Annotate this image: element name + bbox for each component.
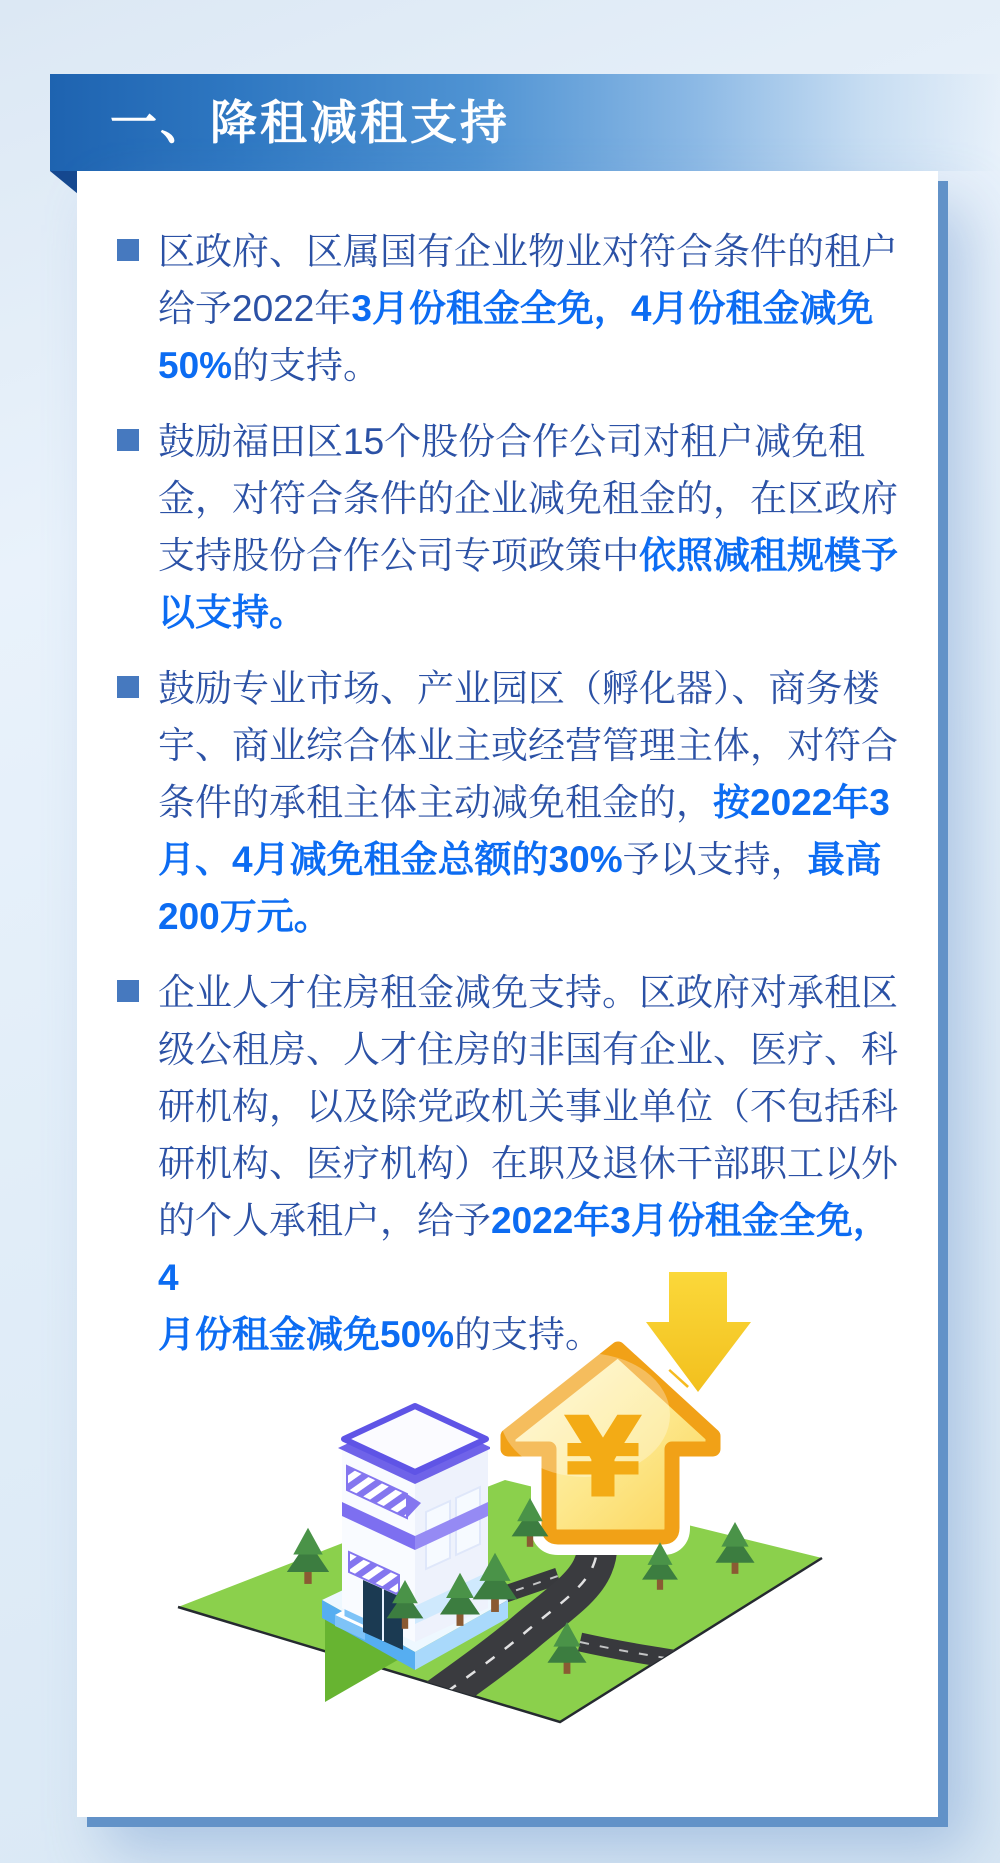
policy-item bbox=[117, 223, 904, 394]
bullet-square-icon bbox=[117, 429, 139, 451]
policy-list bbox=[77, 171, 938, 1363]
bullet-square-icon bbox=[117, 239, 139, 261]
banner-fold-decoration bbox=[50, 171, 78, 194]
city-illustration bbox=[160, 1250, 860, 1810]
section-title: 一、降租减租支持 bbox=[110, 96, 510, 149]
policy-item bbox=[117, 413, 904, 641]
yen-symbol: ¥ bbox=[565, 1396, 641, 1521]
policy-text: 鼓励福田区15个股份合作公司对租户减免租 金，对符合条件的企业减免租金的，在区政府 支持股份合作公司专项政策中依照减租规模予 以支持。 bbox=[158, 421, 898, 633]
bullet-square-icon bbox=[117, 980, 139, 1002]
bullet-square-icon bbox=[117, 676, 139, 698]
policy-text: 企业人才住房租金减免支持。区政府对承租区 级公租房、人才住房的非国有企业、医疗、科 研机构，以及除党政机关事业单位（不包括科 研机构、医疗机构）在职及退休干部职工以外 的个人承租户，给予2022年3月份租金全免，4 月份租金减免50%的支持。 bbox=[158, 972, 898, 1355]
shop-building-icon bbox=[322, 1406, 508, 1670]
policy-text: 区政府、区属国有企业物业对符合条件的租户 给予2022年3月份租金全免，4月份租金减免 50%的支持。 bbox=[158, 231, 898, 386]
policy-item bbox=[117, 660, 904, 945]
section-banner bbox=[50, 74, 1000, 171]
policy-text: 鼓励专业市场、产业园区（孵化器）、商务楼 宇、商业综合体业主或经营管理主体，对符合 条件的承租主体主动减免租金的，按2022年3 月、4月减免租金总额的30%予以支持，最高 200万元。 bbox=[158, 668, 898, 937]
